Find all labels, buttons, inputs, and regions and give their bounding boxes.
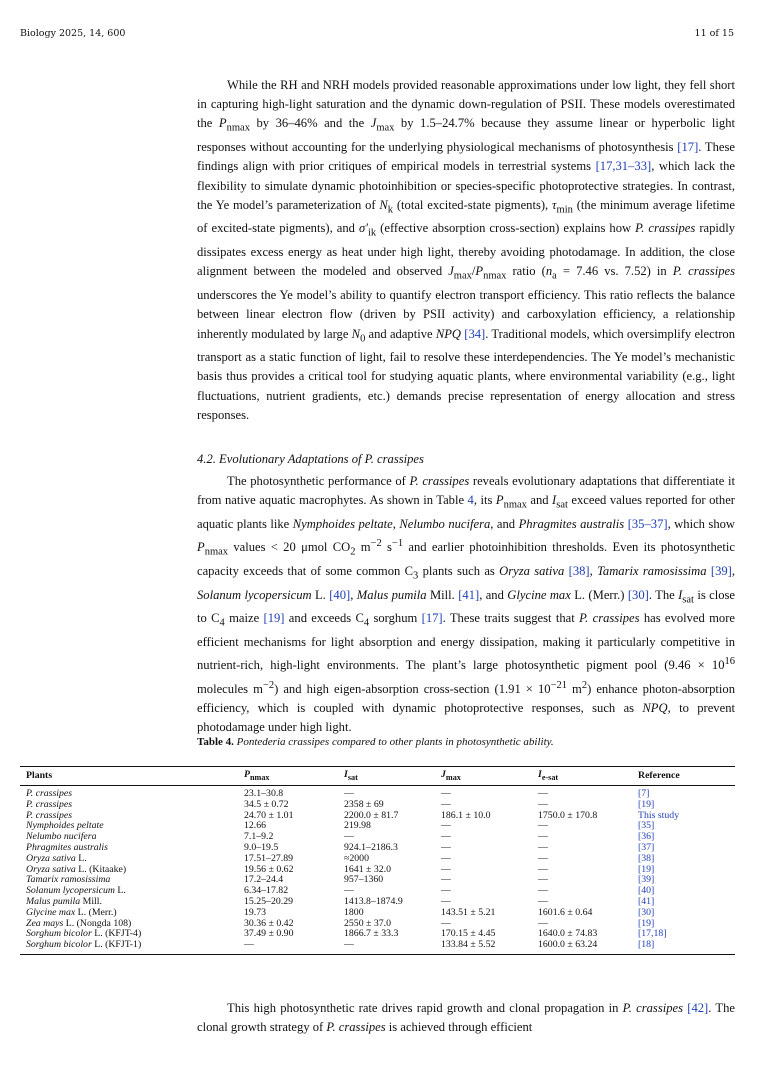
page-number: 11 of 15	[694, 28, 734, 39]
pnmax-cell: 12.66	[244, 820, 267, 832]
table-row	[20, 821, 735, 832]
citation-link[interactable]: [19]	[263, 611, 285, 626]
iesat-cell: —	[538, 863, 548, 875]
table-caption	[197, 736, 554, 748]
table-header-row	[20, 767, 735, 786]
plant-name-cell: P. crassipes	[26, 798, 73, 810]
jmax-cell: —	[441, 798, 451, 810]
table-row	[20, 811, 735, 822]
pnmax-cell: 19.73	[244, 906, 267, 918]
jmax-cell: —	[441, 895, 451, 907]
table-link[interactable]: 4	[467, 493, 474, 508]
jmax-cell: —	[441, 820, 451, 832]
paragraph-evolutionary-adaptations: The photosynthetic performance of P. crassipes reveals evolutionary adaptations that differentiate it from native aquatic macrophytes. As shown in Table 4, its $P_{nmax}$ and $I_{sat}$ exceed values reported for other aquatic plants like Nymphoides peltate, Nelumbo nucifera, and Phragmites australis [35–37], which show $P_{nmax}$ values < 20 μmol $CO_2$ $m^{-2}$ $s^{-1}$ and earlier photoinhibition thresholds. Even its photosynthetic capacity exceeds that of some common $C_3$ plants such as Oryza sativa [38], Tamarix ramosissima [39], Solanum lycopersicum L. [40], Malus pumila Mill. [41], and Glycine max L. (Merr.) [30]. The $I_{sat}$ is close to $C_4$ maize [19] and exceeds $C_4$ sorghum [17]. These traits suggest that P. crassipes has evolved more efficient mechanisms for light absorption and energy dissipation, making it particularly competitive in nutrient-rich, high-light environments. The plant’s large photosynthetic pigment pool ($9.46 \times 10^{16}$ molecules $m^{-2}$) and high eigen-absorption cross-section ($1.91 \times 10^{-21}$ $m^2$) enhance photon-absorption efficiency, which is coupled with dynamic photoprotective responses, such as NPQ, to prevent photodamage under high light.	[197, 474, 736, 735]
reference-cell[interactable]: [36]	[638, 831, 655, 843]
iesat-cell: —	[538, 787, 548, 799]
citation-link[interactable]: [34]	[464, 326, 486, 341]
isat-cell: —	[344, 787, 354, 799]
plant-name-cell: P. crassipes	[26, 787, 73, 799]
reference-cell[interactable]: [30]	[638, 906, 655, 918]
citation-link[interactable]: [30]	[627, 587, 649, 602]
plant-name-cell: Phragmites australis	[26, 841, 108, 853]
reference-cell[interactable]: [40]	[638, 885, 655, 897]
reference-cell[interactable]: [7]	[638, 787, 650, 799]
jmax-cell: —	[441, 885, 451, 897]
jmax-cell: —	[441, 917, 451, 929]
plant-name-cell: Tamarix ramosissima	[26, 874, 111, 886]
citation-link[interactable]: [42]	[687, 1001, 709, 1015]
citation-link[interactable]: [41]	[458, 587, 480, 602]
journal-reference: Biology 2025, 14, 600	[20, 28, 126, 39]
pnmax-cell: 19.56 ± 0.62	[244, 863, 294, 875]
pnmax-cell: 24.70 ± 1.01	[244, 809, 294, 821]
table-row	[20, 908, 735, 919]
jmax-cell: —	[441, 852, 451, 864]
pnmax-cell: 17.51–27.89	[244, 852, 293, 864]
pnmax-cell: 23.1–30.8	[244, 787, 284, 799]
reference-cell[interactable]: [19]	[638, 863, 655, 875]
pnmax-cell: 30.36 ± 0.42	[244, 917, 294, 929]
plant-name-cell: Sorghum bicolor L. (KFJT-1)	[26, 939, 142, 951]
citation-link[interactable]: [17,31–33]	[595, 159, 652, 174]
column-header: Reference	[632, 767, 735, 786]
table-row	[20, 854, 735, 865]
isat-cell: —	[344, 939, 354, 951]
pnmax-cell: 17.2–24.4	[244, 874, 284, 886]
isat-cell: 1866.7 ± 33.3	[344, 928, 399, 940]
citation-link[interactable]: [39]	[710, 564, 732, 579]
iesat-cell: —	[538, 852, 548, 864]
isat-cell: 2200.0 ± 81.7	[344, 809, 399, 821]
table-caption-text: Pontederia crassipes compared to other plants in photosynthetic ability.	[236, 736, 554, 748]
table-row	[20, 940, 735, 954]
table-caption-label: Table 4.	[197, 736, 234, 748]
jmax-cell: —	[441, 831, 451, 843]
isat-cell: 1413.8–1874.9	[344, 895, 403, 907]
pnmax-cell: 7.1–9.2	[244, 831, 274, 843]
reference-cell[interactable]: [37]	[638, 841, 655, 853]
column-header: $I_{e-sat}$	[532, 767, 632, 786]
pnmax-cell: —	[244, 939, 254, 951]
plant-name-cell: Zea mays L. (Nongda 108)	[26, 917, 132, 929]
column-header: $P_{nmax}$	[238, 767, 338, 786]
isat-cell: 924.1–2186.3	[344, 841, 398, 853]
iesat-cell: 1601.6 ± 0.64	[538, 906, 593, 918]
isat-cell: 1641 ± 32.0	[344, 863, 392, 875]
column-header: $I_{sat}$	[338, 767, 435, 786]
iesat-cell: —	[538, 798, 548, 810]
iesat-cell: 1640.0 ± 74.83	[538, 928, 598, 940]
isat-cell: 1800	[344, 906, 364, 918]
pnmax-cell: 6.34–17.82	[244, 885, 289, 897]
iesat-cell: —	[538, 831, 548, 843]
reference-cell[interactable]: [38]	[638, 852, 655, 864]
pnmax-cell: 15.25–20.29	[244, 895, 293, 907]
jmax-cell: —	[441, 787, 451, 799]
reference-cell[interactable]: [17,18]	[638, 928, 667, 940]
reference-cell[interactable]: [18]	[638, 939, 655, 951]
plant-name-cell: Oryza sativa L. (Kitaake)	[26, 863, 127, 875]
citation-link[interactable]: [17]	[421, 611, 443, 626]
paragraph-clonal-growth: This high photosynthetic rate drives rapid growth and clonal propagation in P. crassipes [42]. The clonal growth strategy of P. crassipes is achieved through efficient	[197, 1001, 735, 1035]
jmax-cell: —	[441, 874, 451, 886]
isat-cell: 2550 ± 37.0	[344, 917, 392, 929]
isat-cell: 219.98	[344, 820, 371, 832]
isat-cell: —	[344, 885, 354, 897]
pnmax-cell: 34.5 ± 0.72	[244, 798, 289, 810]
photosynthesis-comparison-table	[20, 766, 735, 955]
iesat-cell: —	[538, 895, 548, 907]
jmax-cell: 133.84 ± 5.52	[441, 939, 496, 951]
pnmax-cell: 9.0–19.5	[244, 841, 279, 853]
table-row	[20, 785, 735, 799]
citation-link[interactable]: [35–37]	[627, 516, 668, 531]
isat-cell: —	[344, 831, 354, 843]
citation-link[interactable]: [38]	[568, 564, 590, 579]
iesat-cell: —	[538, 820, 548, 832]
plant-name-cell: Glycine max L. (Merr.)	[26, 906, 117, 918]
plant-name-cell: Solanum lycopersicum L.	[26, 885, 126, 897]
reference-cell[interactable]: [39]	[638, 874, 655, 886]
jmax-cell: 170.15 ± 4.45	[441, 928, 496, 940]
jmax-cell: 186.1 ± 10.0	[441, 809, 491, 821]
iesat-cell: —	[538, 841, 548, 853]
table-row	[20, 897, 735, 908]
column-header: Plants	[20, 767, 238, 786]
isat-cell: 2358 ± 69	[344, 798, 384, 810]
isat-cell: 957–1360	[344, 874, 384, 886]
pnmax-cell: 37.49 ± 0.90	[244, 928, 294, 940]
reference-cell[interactable]: [35]	[638, 820, 655, 832]
section-heading: 4.2. Evolutionary Adaptations of P. crassipes	[197, 452, 424, 466]
iesat-cell: —	[538, 874, 548, 886]
iesat-cell: 1600.0 ± 63.24	[538, 939, 598, 951]
plant-name-cell: P. crassipes	[26, 809, 73, 821]
table-row	[20, 875, 735, 886]
reference-cell[interactable]: [41]	[638, 895, 655, 907]
page-header	[20, 28, 734, 42]
table-row	[20, 800, 735, 811]
plant-name-cell: Nymphoides peltate	[26, 820, 104, 832]
plant-name-cell: Nelumbo nucifera	[26, 831, 97, 843]
citation-link[interactable]: [40]	[329, 587, 351, 602]
paragraph-models-discussion: While the RH and NRH models provided reasonable approximations under low light, they fell short in capturing high-light saturation and the dynamic down-regulation of PSII. These models overestimated the $P_{nmax}$ by 36–46% and the $J_{max}$ by 1.5–24.7% because they assume linear or hyperbolic light responses without accounting for the underlying physiological mechanisms of photosynthesis [17]. These findings align with prior critiques of empirical models in terrestrial systems [17,31–33], which lack the flexibility to simulate dynamic photoinhibition or species-specific photoprotective strategies. In contrast, the Ye model’s parameterization of $N_k$ (total excited-state pigments), $\tau_{min}$ (the minimum average lifetime of excited-state pigments), and $\sigma'_{ik}$ (effective absorption cross-section) explains how P. crassipes rapidly dissipates excess energy as heat under high light, thereby avoiding photodamage. In addition, the close alignment between the modeled and observed $J_{max}/P_{nmax}$ ratio ($n_a = 7.46$ vs. 7.52) in P. crassipes underscores the Ye model’s ability to quantify electron transport efficiency. This ratio reflects the balance between linear electron flow (driven by PSII activity) and carboxylation efficiency, a relationship inherently modulated by large $N_0$ and adaptive NPQ [34]. Traditional models, which oversimplify electron transport as a static function of light, fail to resolve these interdependencies. The Ye model’s mechanistic basis thus provides a critical tool for studying aquatic plants, where environmental variability (e.g., light fluctuations, nutrient gradients, etc.) demands precise representation of energy allocation and stress responses.	[197, 78, 736, 422]
plant-name-cell: Sorghum bicolor L. (KFJT-4)	[26, 928, 142, 940]
jmax-cell: —	[441, 841, 451, 853]
reference-cell[interactable]: This study	[638, 809, 680, 821]
citation-link[interactable]: [17]	[677, 140, 699, 155]
iesat-cell: 1750.0 ± 170.8	[538, 809, 598, 821]
reference-cell[interactable]: [19]	[638, 798, 655, 810]
reference-cell[interactable]: [19]	[638, 917, 655, 929]
table-row	[20, 843, 735, 854]
isat-cell: ≈2000	[344, 852, 369, 864]
jmax-cell: —	[441, 863, 451, 875]
iesat-cell: —	[538, 917, 548, 929]
column-header: $J_{max}$	[435, 767, 532, 786]
plant-name-cell: Malus pumila Mill.	[26, 895, 102, 907]
plant-name-cell: Oryza sativa L.	[26, 852, 87, 864]
jmax-cell: 143.51 ± 5.21	[441, 906, 496, 918]
iesat-cell: —	[538, 885, 548, 897]
